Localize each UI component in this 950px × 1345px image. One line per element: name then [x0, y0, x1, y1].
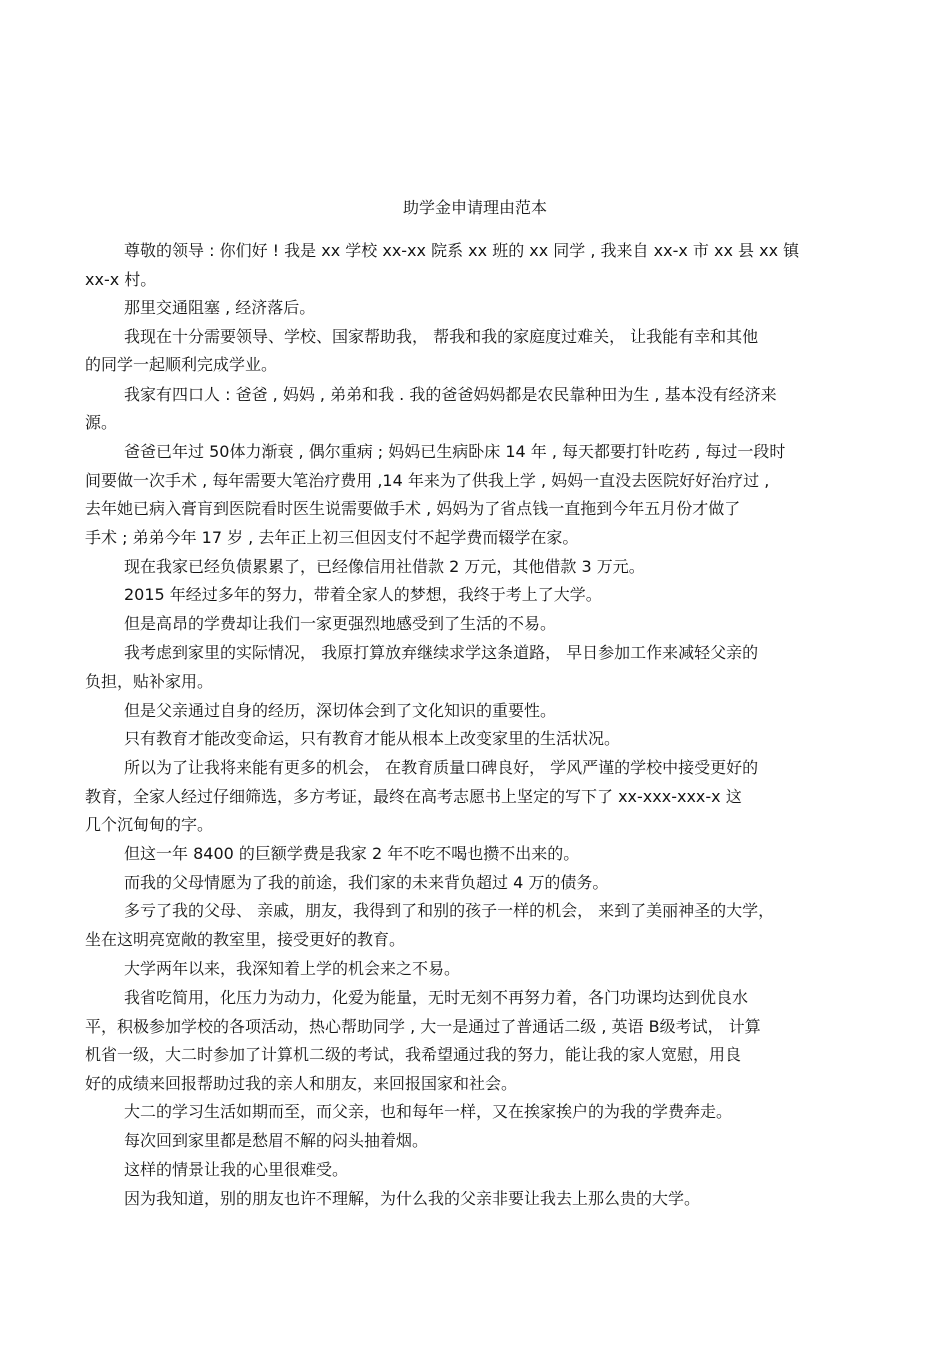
body-line: 教育，全家人经过仔细筛选，多方考证，最终在高考志愿书上坚定的写下了 xx-xxx-xxx-x 这 — [85, 787, 742, 806]
document-title: 助学金申请理由范本 — [402, 198, 547, 217]
body-line: 源。 — [85, 413, 118, 432]
body-line: 平，积极参加学校的各项活动，热心帮助同学 , 大一是通过了普通话二级 , 英语 B级考试， 计算 — [85, 1017, 761, 1036]
body-line: 大二的学习生活如期而至，而父亲，也和每年一样，又在挨家挨户的为我的学费奔走。 — [124, 1102, 733, 1121]
body-line: 几个沉甸甸的字。 — [85, 815, 214, 834]
body-line: 间要做一次手术 , 每年需要大笔治疗费用 ,14 年来为了供我上学 , 妈妈一直没去医院好好治疗过 , — [85, 471, 770, 490]
body-line: 多亏了我的父母、 亲戚，朋友，我得到了和别的孩子一样的机会， 来到了美丽神圣的大学， — [124, 901, 775, 920]
body-line: 大学两年以来，我深知着上学的机会来之不易。 — [124, 959, 461, 978]
body-line: 2015 年经过多年的努力，带着全家人的梦想，我终于考上了大学。 — [124, 585, 602, 604]
body-line: 手术 ; 弟弟今年 17 岁 , 去年正上初三但因支付不起学费而辍学在家。 — [85, 528, 579, 547]
body-line: 去年她已病入膏肓到医院看时医生说需要做手术 , 妈妈为了省点钱一直拖到今年五月份才做了 — [85, 499, 741, 518]
body-line: 而我的父母情愿为了我的前途，我们家的未来背负超过 4 万的债务。 — [124, 873, 609, 892]
body-line: 坐在这明亮宽敞的教室里，接受更好的教育。 — [85, 930, 406, 949]
body-line: 尊敬的领导 : 你们好 ! 我是 xx 学校 xx-xx 院系 xx 班的 xx 同学 , 我来自 xx-x 市 xx 县 xx 镇 — [124, 241, 800, 260]
body-line: 因为我知道，别的朋友也许不理解，为什么我的父亲非要让我去上那么贵的大学。 — [124, 1189, 701, 1208]
body-line: 爸爸已年过 50体力渐衰 , 偶尔重病 ; 妈妈已生病卧床 14 年 , 每天都要打针吃药 , 每过一段时 — [124, 442, 786, 461]
body-line: 这样的情景让我的心里很难受。 — [124, 1160, 349, 1179]
body-line: 我现在十分需要领导、学校、国家帮助我， 帮我和我的家庭度过难关， 让我能有幸和其他 — [124, 327, 759, 346]
body-line: 我省吃简用，化压力为动力，化爱为能量，无时无刻不再努力着，各门功课均达到优良水 — [124, 988, 749, 1007]
body-line: 但这一年 8400 的巨额学费是我家 2 年不吃不喝也攒不出来的。 — [124, 844, 580, 863]
body-line: 每次回到家里都是愁眉不解的闷头抽着烟。 — [124, 1131, 429, 1150]
body-line: 的同学一起顺利完成学业。 — [85, 355, 278, 374]
body-line: 但是高昂的学费却让我们一家更强烈地感受到了生活的不易。 — [124, 614, 557, 633]
body-line: 只有教育才能改变命运，只有教育才能从根本上改变家里的生活状况。 — [124, 729, 621, 748]
body-line: 好的成绩来回报帮助过我的亲人和朋友，来回报国家和社会。 — [85, 1074, 518, 1093]
body-line: 所以为了让我将来能有更多的机会， 在教育质量口碑良好， 学风严谨的学校中接受更好的 — [124, 758, 759, 777]
body-line: 负担，贴补家用。 — [85, 672, 214, 691]
body-line: xx-x 村。 — [85, 270, 157, 289]
body-line: 但是父亲通过自身的经历，深切体会到了文化知识的重要性。 — [124, 701, 557, 720]
body-line: 现在我家已经负债累累了，已经像信用社借款 2 万元，其他借款 3 万元。 — [124, 557, 645, 576]
body-line: 那里交通阻塞 , 经济落后。 — [124, 298, 316, 317]
body-line: 机省一级，大二时参加了计算机二级的考试，我希望通过我的努力，能让我的家人宽慰，用良 — [85, 1045, 742, 1064]
body-line: 我考虑到家里的实际情况， 我原打算放弃继续求学这条道路， 早日参加工作来减轻父亲的 — [124, 643, 759, 662]
body-line: 我家有四口人 : 爸爸 , 妈妈 , 弟弟和我 . 我的爸爸妈妈都是农民靠种田为生 , 基本没有经济来 — [124, 385, 777, 404]
